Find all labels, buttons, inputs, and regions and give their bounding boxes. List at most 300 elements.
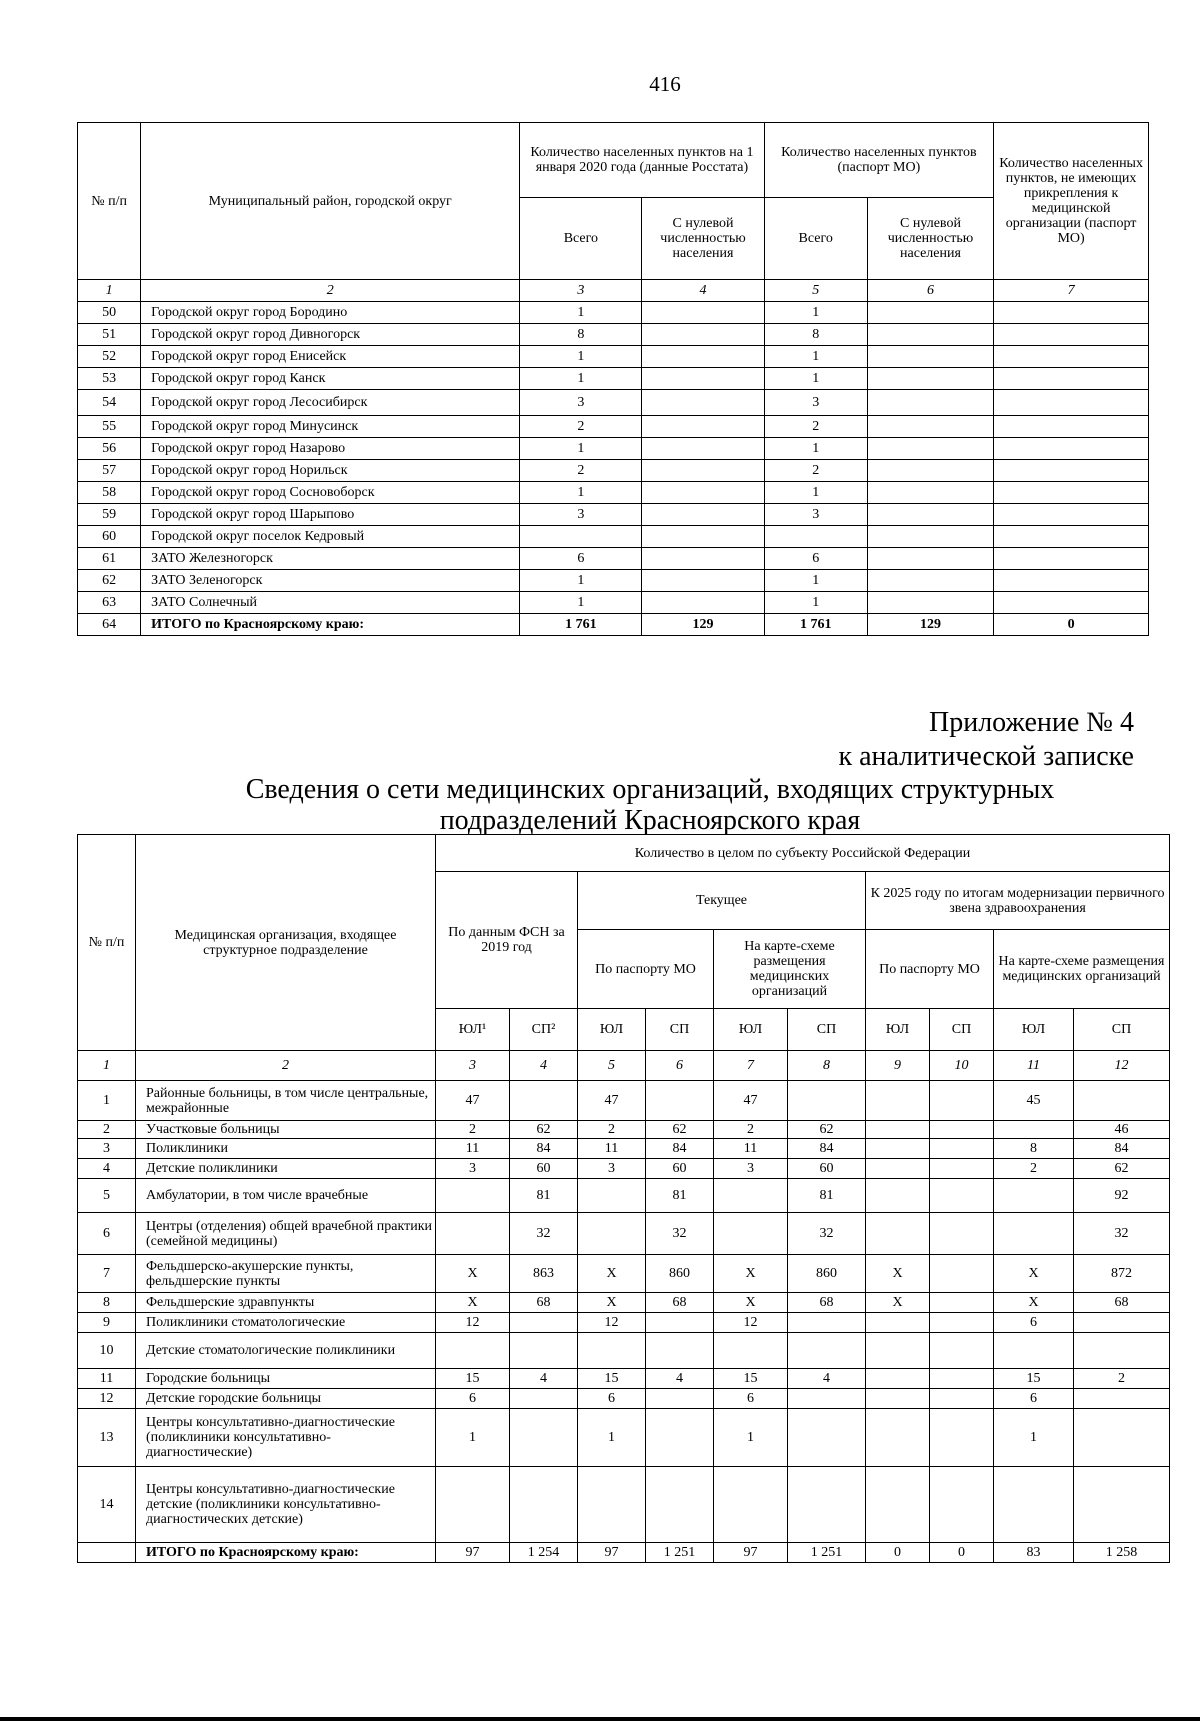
t2-header-ul: ЮЛ¹	[436, 1009, 510, 1051]
value-cell: Х	[866, 1293, 930, 1313]
value-cell	[930, 1293, 994, 1313]
value-cell: 8	[520, 324, 642, 346]
value-cell	[867, 302, 993, 324]
total-value: 0	[930, 1543, 994, 1563]
table-row	[78, 1159, 1170, 1179]
value-cell	[930, 1467, 994, 1543]
row-number: 2	[78, 1121, 136, 1139]
t1-header-total: Всего	[764, 198, 867, 280]
value-cell	[866, 1333, 930, 1369]
value-cell: 60	[646, 1159, 714, 1179]
t2-header-2025: К 2025 году по итогам модернизации первичного звена здравоохранения	[866, 872, 1170, 930]
value-cell: 62	[1074, 1159, 1170, 1179]
t2-header-map: На карте-схеме размещения медицинских организаций	[994, 930, 1170, 1009]
t2-header-sp: СП	[930, 1009, 994, 1051]
district-name: Городской округ город Бородино	[141, 302, 520, 324]
organization-name: Центры консультативно-диагностические детские (поликлиники консультативно-диагностических детские)	[136, 1467, 436, 1543]
value-cell	[866, 1139, 930, 1159]
t2-header-sp: СП	[646, 1009, 714, 1051]
value-cell	[1074, 1081, 1170, 1121]
column-index: 2	[141, 280, 520, 302]
column-index: 8	[788, 1051, 866, 1081]
value-cell: Х	[714, 1293, 788, 1313]
t1-index-row	[78, 280, 1149, 302]
organization-name: Центры (отделения) общей врачебной практики (семейной медицины)	[136, 1213, 436, 1255]
value-cell	[788, 1389, 866, 1409]
value-cell: Х	[994, 1255, 1074, 1293]
t2-header-passport: По паспорту МО	[866, 930, 994, 1009]
document-title-line2: подразделений Красноярского края	[439, 805, 861, 836]
district-name: ЗАТО Солнечный	[141, 592, 520, 614]
value-cell	[520, 526, 642, 548]
column-index: 2	[136, 1051, 436, 1081]
table-row	[78, 460, 1149, 482]
column-index: 5	[578, 1051, 646, 1081]
value-cell: 62	[646, 1121, 714, 1139]
value-cell	[866, 1313, 930, 1333]
table-row	[78, 390, 1149, 416]
value-cell: 1	[764, 482, 867, 504]
row-number: 3	[78, 1139, 136, 1159]
value-cell	[994, 460, 1149, 482]
value-cell: 15	[714, 1369, 788, 1389]
value-cell: 11	[714, 1139, 788, 1159]
district-name: Городской округ город Минусинск	[141, 416, 520, 438]
column-index: 10	[930, 1051, 994, 1081]
value-cell: Х	[578, 1255, 646, 1293]
value-cell: 68	[788, 1293, 866, 1313]
value-cell	[436, 1213, 510, 1255]
organization-name: Центры консультативно-диагностические (поликлиники консультативно-диагностические)	[136, 1409, 436, 1467]
district-name: Городской округ город Енисейск	[141, 346, 520, 368]
value-cell	[510, 1409, 578, 1467]
value-cell	[994, 1333, 1074, 1369]
value-cell	[866, 1467, 930, 1543]
value-cell	[642, 548, 764, 570]
total-row	[78, 614, 1149, 636]
appendix-line2: к аналитической записке	[838, 741, 1134, 772]
total-value: 97	[578, 1543, 646, 1563]
value-cell: 1	[764, 368, 867, 390]
value-cell: 8	[764, 324, 867, 346]
value-cell	[510, 1333, 578, 1369]
value-cell: 12	[578, 1313, 646, 1333]
value-cell: 1	[520, 482, 642, 504]
value-cell	[788, 1081, 866, 1121]
value-cell: 3	[764, 504, 867, 526]
value-cell	[578, 1179, 646, 1213]
value-cell	[646, 1081, 714, 1121]
t2-header-overall: Количество в целом по субъекту Российской Федерации	[436, 835, 1170, 872]
table-row	[78, 548, 1149, 570]
value-cell: 84	[788, 1139, 866, 1159]
t1-header-num: № п/п	[78, 123, 141, 280]
value-cell: 2	[578, 1121, 646, 1139]
t1-header-zero: С нулевой численностью населения	[867, 198, 993, 280]
value-cell: 1	[714, 1409, 788, 1467]
value-cell	[866, 1213, 930, 1255]
value-cell: 1	[520, 592, 642, 614]
value-cell	[1074, 1409, 1170, 1467]
total-value: 97	[714, 1543, 788, 1563]
row-number: 50	[78, 302, 141, 324]
value-cell	[930, 1179, 994, 1213]
organization-name: Детские стоматологические поликлиники	[136, 1333, 436, 1369]
table-row	[78, 1179, 1170, 1213]
value-cell: 60	[788, 1159, 866, 1179]
value-cell: 84	[510, 1139, 578, 1159]
value-cell: 47	[436, 1081, 510, 1121]
value-cell: 6	[714, 1389, 788, 1409]
organization-name: Амбулатории, в том числе врачебные	[136, 1179, 436, 1213]
value-cell	[867, 324, 993, 346]
value-cell: 4	[788, 1369, 866, 1389]
value-cell	[867, 592, 993, 614]
district-name: Городской округ город Лесосибирск	[141, 390, 520, 416]
organization-name: Поликлиники стоматологические	[136, 1313, 436, 1333]
organization-name: Детские городские больницы	[136, 1389, 436, 1409]
value-cell: 68	[646, 1293, 714, 1313]
table-row	[78, 324, 1149, 346]
value-cell	[994, 570, 1149, 592]
page-number: 416	[649, 72, 681, 96]
row-number: 64	[78, 614, 141, 636]
t2-header-fsn: По данным ФСН за 2019 год	[436, 872, 578, 1009]
value-cell	[646, 1409, 714, 1467]
value-cell: 92	[1074, 1179, 1170, 1213]
row-number: 55	[78, 416, 141, 438]
table-row	[78, 1081, 1170, 1121]
total-value: 1 258	[1074, 1543, 1170, 1563]
value-cell	[994, 526, 1149, 548]
value-cell	[994, 346, 1149, 368]
district-name: ЗАТО Железногорск	[141, 548, 520, 570]
value-cell: 84	[1074, 1139, 1170, 1159]
value-cell: 84	[646, 1139, 714, 1159]
total-value: 129	[867, 614, 993, 636]
organization-name: Городские больницы	[136, 1369, 436, 1389]
value-cell: 1	[520, 570, 642, 592]
column-index: 3	[520, 280, 642, 302]
row-number: 9	[78, 1313, 136, 1333]
value-cell: 1	[520, 368, 642, 390]
t1-header-total: Всего	[520, 198, 642, 280]
value-cell	[867, 390, 993, 416]
value-cell	[642, 438, 764, 460]
value-cell	[994, 368, 1149, 390]
value-cell: 1	[436, 1409, 510, 1467]
value-cell	[994, 1179, 1074, 1213]
value-cell	[642, 416, 764, 438]
table-row	[78, 346, 1149, 368]
value-cell: Х	[436, 1255, 510, 1293]
value-cell	[866, 1159, 930, 1179]
value-cell	[994, 1467, 1074, 1543]
value-cell	[930, 1139, 994, 1159]
value-cell	[930, 1409, 994, 1467]
table-row	[78, 416, 1149, 438]
value-cell: 8	[994, 1139, 1074, 1159]
value-cell: Х	[866, 1255, 930, 1293]
value-cell	[642, 526, 764, 548]
total-value: 0	[994, 614, 1149, 636]
value-cell: 2	[994, 1159, 1074, 1179]
document-title-line1: Сведения о сети медицинских организаций, входящих структурных	[245, 774, 1055, 805]
value-cell: 32	[788, 1213, 866, 1255]
column-index: 3	[436, 1051, 510, 1081]
value-cell: 15	[994, 1369, 1074, 1389]
value-cell	[578, 1333, 646, 1369]
table-row	[78, 1333, 1170, 1369]
value-cell	[646, 1313, 714, 1333]
t2-header-ul: ЮЛ	[714, 1009, 788, 1051]
value-cell	[646, 1467, 714, 1543]
value-cell: 863	[510, 1255, 578, 1293]
column-index: 11	[994, 1051, 1074, 1081]
value-cell: 81	[510, 1179, 578, 1213]
value-cell: 12	[714, 1313, 788, 1333]
value-cell	[788, 1313, 866, 1333]
table-row	[78, 1369, 1170, 1389]
value-cell	[714, 1467, 788, 1543]
organization-name: Фельдшерско-акушерские пункты, фельдшерские пункты	[136, 1255, 436, 1293]
value-cell: 11	[436, 1139, 510, 1159]
value-cell	[867, 548, 993, 570]
t1-header-rosstat: Количество населенных пунктов на 1 января 2020 года (данные Росстата)	[520, 123, 764, 198]
total-label: ИТОГО по Красноярскому краю:	[141, 614, 520, 636]
value-cell: 3	[764, 390, 867, 416]
value-cell	[930, 1369, 994, 1389]
organization-name: Детские поликлиники	[136, 1159, 436, 1179]
value-cell: 6	[994, 1389, 1074, 1409]
t1-header-district: Муниципальный район, городской округ	[141, 123, 520, 280]
value-cell	[1074, 1313, 1170, 1333]
value-cell	[866, 1409, 930, 1467]
value-cell: 6	[436, 1389, 510, 1409]
table-row	[78, 570, 1149, 592]
value-cell: 2	[764, 460, 867, 482]
row-number: 63	[78, 592, 141, 614]
value-cell	[930, 1121, 994, 1139]
value-cell	[436, 1467, 510, 1543]
value-cell: Х	[714, 1255, 788, 1293]
value-cell: 60	[510, 1159, 578, 1179]
t1-header-passport: Количество населенных пунктов (паспорт МО)	[764, 123, 994, 198]
value-cell	[436, 1333, 510, 1369]
value-cell	[994, 1121, 1074, 1139]
row-number: 10	[78, 1333, 136, 1369]
column-index: 1	[78, 280, 141, 302]
value-cell	[994, 482, 1149, 504]
row-number: 61	[78, 548, 141, 570]
t2-header-map: На карте-схеме размещения медицинских организаций	[714, 930, 866, 1009]
value-cell: 2	[714, 1121, 788, 1139]
value-cell	[510, 1313, 578, 1333]
row-number: 1	[78, 1081, 136, 1121]
column-index: 6	[646, 1051, 714, 1081]
value-cell: 81	[646, 1179, 714, 1213]
t2-header-org: Медицинская организация, входящее структурное подразделение	[136, 835, 436, 1051]
column-index: 9	[866, 1051, 930, 1081]
value-cell	[994, 324, 1149, 346]
column-index: 4	[642, 280, 764, 302]
value-cell	[714, 1213, 788, 1255]
value-cell: 68	[1074, 1293, 1170, 1313]
table-row	[78, 302, 1149, 324]
table-row	[78, 1139, 1170, 1159]
value-cell: 12	[436, 1313, 510, 1333]
t2-header-current: Текущее	[578, 872, 866, 930]
value-cell: 3	[520, 390, 642, 416]
organization-name: Поликлиники	[136, 1139, 436, 1159]
total-value: 83	[994, 1543, 1074, 1563]
row-number: 57	[78, 460, 141, 482]
value-cell	[930, 1255, 994, 1293]
value-cell	[867, 570, 993, 592]
table-row	[78, 438, 1149, 460]
value-cell: 32	[1074, 1213, 1170, 1255]
value-cell: 2	[436, 1121, 510, 1139]
value-cell	[866, 1389, 930, 1409]
value-cell	[642, 592, 764, 614]
t2-header-ul: ЮЛ	[578, 1009, 646, 1051]
value-cell	[867, 438, 993, 460]
value-cell: 3	[436, 1159, 510, 1179]
total-row	[78, 1543, 1170, 1563]
t2-header-sp: СП²	[510, 1009, 578, 1051]
value-cell: 6	[520, 548, 642, 570]
row-number: 58	[78, 482, 141, 504]
row-number: 6	[78, 1213, 136, 1255]
value-cell	[930, 1081, 994, 1121]
t2-header-ul: ЮЛ	[994, 1009, 1074, 1051]
value-cell: 6	[994, 1313, 1074, 1333]
value-cell: 1	[520, 438, 642, 460]
row-number: 51	[78, 324, 141, 346]
value-cell	[867, 416, 993, 438]
t2-header-sp: СП	[788, 1009, 866, 1051]
value-cell	[578, 1467, 646, 1543]
table-row	[78, 1121, 1170, 1139]
value-cell	[1074, 1333, 1170, 1369]
value-cell	[930, 1159, 994, 1179]
table-row	[78, 592, 1149, 614]
value-cell	[510, 1389, 578, 1409]
district-name: Городской округ город Канск	[141, 368, 520, 390]
value-cell	[646, 1333, 714, 1369]
row-number: 4	[78, 1159, 136, 1179]
column-index: 1	[78, 1051, 136, 1081]
total-value: 0	[866, 1543, 930, 1563]
total-value: 1 251	[646, 1543, 714, 1563]
district-name: Городской округ поселок Кедровый	[141, 526, 520, 548]
value-cell: 47	[714, 1081, 788, 1121]
organization-name: Фельдшерские здравпункты	[136, 1293, 436, 1313]
value-cell	[866, 1081, 930, 1121]
value-cell	[646, 1389, 714, 1409]
table-row	[78, 526, 1149, 548]
table-row	[78, 1389, 1170, 1409]
value-cell: 2	[1074, 1369, 1170, 1389]
value-cell	[994, 1213, 1074, 1255]
value-cell	[788, 1467, 866, 1543]
value-cell	[867, 460, 993, 482]
value-cell	[867, 504, 993, 526]
table-row	[78, 504, 1149, 526]
value-cell	[994, 302, 1149, 324]
total-value: 1 761	[520, 614, 642, 636]
table-row	[78, 1293, 1170, 1313]
value-cell: 3	[714, 1159, 788, 1179]
column-index: 5	[764, 280, 867, 302]
value-cell	[930, 1213, 994, 1255]
value-cell: 4	[510, 1369, 578, 1389]
value-cell: 46	[1074, 1121, 1170, 1139]
value-cell: 32	[646, 1213, 714, 1255]
value-cell: Х	[994, 1293, 1074, 1313]
value-cell: Х	[436, 1293, 510, 1313]
value-cell: 1	[764, 302, 867, 324]
row-number: 52	[78, 346, 141, 368]
value-cell: 3	[520, 504, 642, 526]
value-cell	[788, 1333, 866, 1369]
value-cell	[994, 438, 1149, 460]
value-cell	[578, 1213, 646, 1255]
value-cell: 1	[764, 570, 867, 592]
value-cell: 15	[436, 1369, 510, 1389]
value-cell: 1	[994, 1409, 1074, 1467]
scan-border	[0, 1717, 1200, 1721]
value-cell	[436, 1179, 510, 1213]
value-cell	[788, 1409, 866, 1467]
value-cell	[994, 504, 1149, 526]
value-cell: 2	[764, 416, 867, 438]
row-number: 8	[78, 1293, 136, 1313]
value-cell: 4	[646, 1369, 714, 1389]
value-cell	[642, 302, 764, 324]
total-value: 1 761	[764, 614, 867, 636]
district-name: Городской округ город Шарыпово	[141, 504, 520, 526]
row-number: 11	[78, 1369, 136, 1389]
value-cell: 6	[578, 1389, 646, 1409]
column-index: 7	[994, 280, 1149, 302]
table-row	[78, 482, 1149, 504]
value-cell	[867, 526, 993, 548]
value-cell	[714, 1179, 788, 1213]
row-number: 56	[78, 438, 141, 460]
value-cell	[994, 592, 1149, 614]
value-cell: 45	[994, 1081, 1074, 1121]
value-cell	[642, 390, 764, 416]
value-cell: Х	[578, 1293, 646, 1313]
value-cell	[867, 482, 993, 504]
t2-header-passport: По паспорту МО	[578, 930, 714, 1009]
value-cell	[994, 390, 1149, 416]
value-cell	[510, 1467, 578, 1543]
row-number: 59	[78, 504, 141, 526]
total-value: 97	[436, 1543, 510, 1563]
t2-header-ul: ЮЛ	[866, 1009, 930, 1051]
value-cell: 32	[510, 1213, 578, 1255]
value-cell: 2	[520, 416, 642, 438]
value-cell	[642, 504, 764, 526]
value-cell	[867, 346, 993, 368]
value-cell	[930, 1333, 994, 1369]
row-number: 12	[78, 1389, 136, 1409]
table-row	[78, 1313, 1170, 1333]
row-number: 14	[78, 1467, 136, 1543]
value-cell	[1074, 1467, 1170, 1543]
